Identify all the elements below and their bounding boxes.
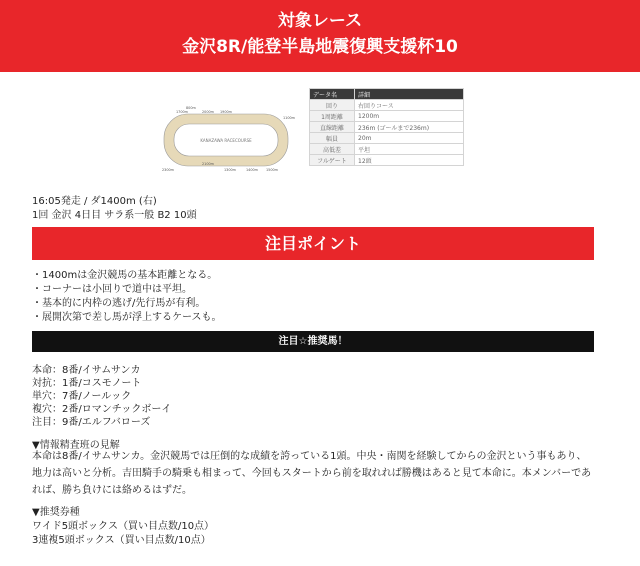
- mark-1700: 1700m: [176, 110, 188, 114]
- course-info-table: [309, 88, 464, 166]
- table-cell: 平坦: [355, 144, 464, 155]
- table-row: [310, 122, 464, 133]
- focus-point: ・1400mは金沢競馬の基本距離となる。: [32, 270, 218, 281]
- table-row: [310, 144, 464, 155]
- mark-2000: 2000m: [202, 110, 214, 114]
- ticket-item: 3連複5頭ボックス（買い目点数/10点）: [32, 535, 211, 546]
- focus-point: ・コーナーは小回りで道中は平坦。: [32, 284, 192, 295]
- table-row: [310, 100, 464, 111]
- mark-1400: 1400m: [246, 168, 258, 172]
- table-cell: 12頭: [355, 155, 464, 166]
- course-map: [160, 104, 295, 174]
- mark-800: 800m: [186, 106, 196, 110]
- table-cell: 1周距離: [310, 111, 355, 122]
- race-time-distance: 16:05発走 / ダ1400m (右): [32, 196, 157, 207]
- focus-point: ・基本的に内枠の逃げ/先行馬が有利。: [32, 298, 206, 309]
- race-name: 金沢8R/能登半島地震復興支援杯10: [182, 37, 458, 57]
- focus-points-heading: 注目ポイント: [32, 227, 594, 260]
- header-banner: [0, 0, 640, 72]
- analysis-heading: ▼情報精査班の見解: [32, 440, 120, 451]
- table-cell: 236m (ゴールまで236m): [355, 122, 464, 133]
- table-header-row: [310, 89, 464, 100]
- mark-2100: 2100m: [202, 162, 214, 166]
- table-cell: 高低差: [310, 144, 355, 155]
- ticket-item: ワイド5頭ボックス（買い目点数/10点）: [32, 521, 215, 532]
- table-row: [310, 133, 464, 144]
- recommended-horses-heading: 注目☆推奨馬！: [32, 331, 594, 352]
- pick-fukuana: 複穴：2番/ロマンチックボーイ: [32, 404, 172, 415]
- course-name: KANAZAWA RACECOURSE: [200, 138, 252, 143]
- table-cell: 右回りコース: [355, 100, 464, 111]
- table-cell: フルゲート: [310, 155, 355, 166]
- tickets-heading: ▼推奨券種: [32, 507, 80, 518]
- table-row: [310, 111, 464, 122]
- table-cell: 直線距離: [310, 122, 355, 133]
- mark-1900: 1900m: [220, 110, 232, 114]
- mark-1500: 1500m: [266, 168, 278, 172]
- race-meeting-class: 1回 金沢 4日目 サラ系一般 B2 10頭: [32, 210, 197, 221]
- analysis-body: 本命は8番/イサムサンカ。金沢競馬では圧倒的な成績を誇っている1頭。中央・南関を経験してからの金沢という事もあり、地力は高いと分析。吉田騎手の騎乗も相まって、今回もスタートから前を取れれば勝機はあると見て本命に。本メンバーであれば、勝ち負けには絡めるはずだ。: [32, 451, 592, 496]
- header-title: 対象レース: [277, 11, 363, 31]
- pick-tanana: 単穴：7番/ノールック: [32, 391, 132, 402]
- table-cell: 幅員: [310, 133, 355, 144]
- table-cell: 回り: [310, 100, 355, 111]
- table-cell: 20m: [355, 133, 464, 144]
- table-row: [310, 155, 464, 166]
- pick-honmei: 本命：8番/イサムサンカ: [32, 365, 141, 376]
- mark-1100: 1100m: [283, 116, 295, 120]
- table-header: 詳細: [355, 89, 464, 100]
- mark-2300: 2300m: [162, 168, 174, 172]
- focus-point: ・展開次第で差し馬が浮上するケースも。: [32, 312, 222, 323]
- pick-chuumoku: 注目：9番/エルフバローズ: [32, 417, 151, 428]
- pick-taikou: 対抗：1番/コスモノート: [32, 378, 142, 389]
- table-cell: 1200m: [355, 111, 464, 122]
- mark-1300: 1300m: [224, 168, 236, 172]
- table-header: データ名: [310, 89, 355, 100]
